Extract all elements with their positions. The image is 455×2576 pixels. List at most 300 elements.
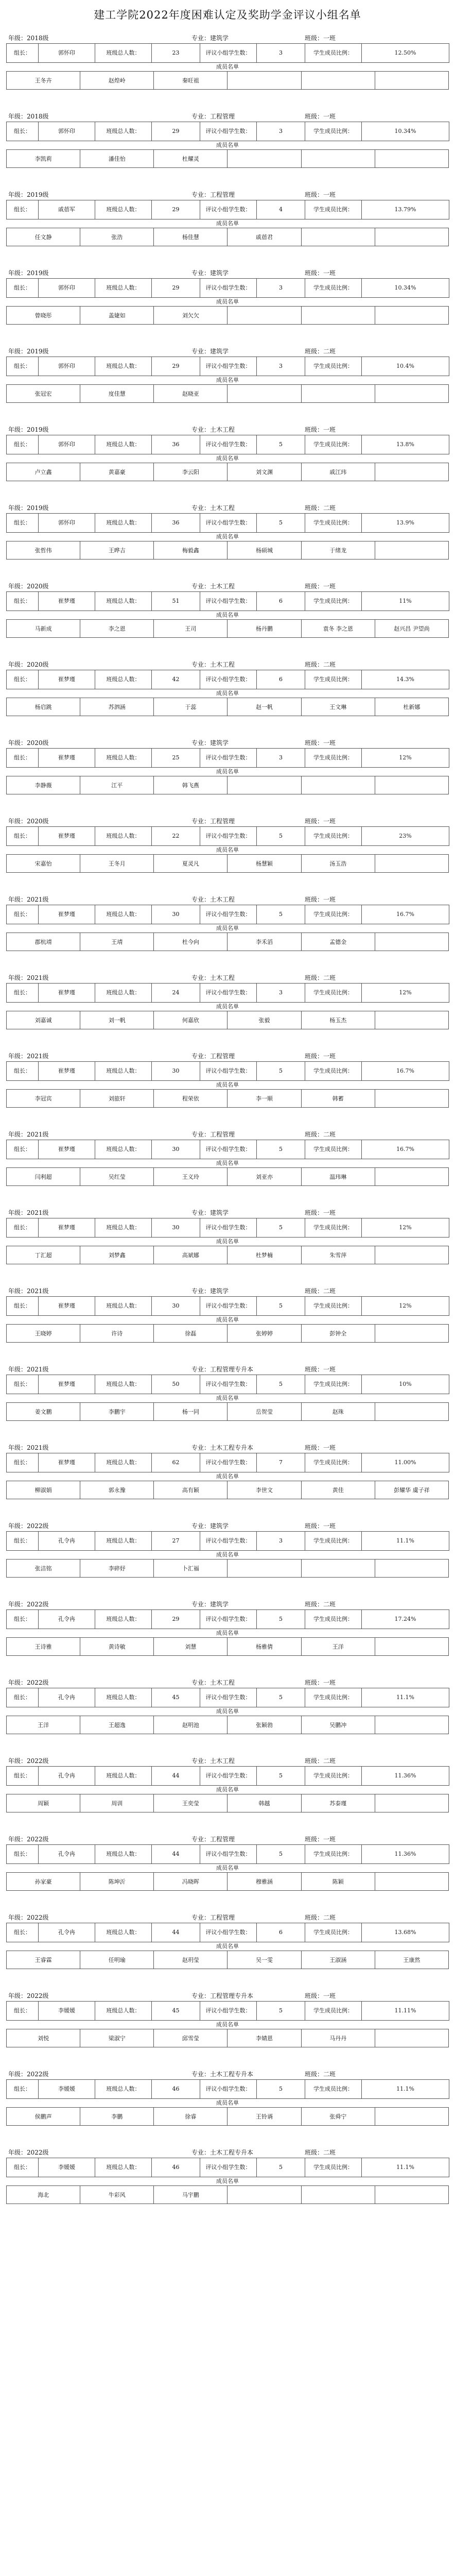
group-size-label: 评议小组学生数： [200,827,257,846]
grade-label: 年级： [8,191,27,198]
member-name: 张毅 [227,1011,301,1029]
grade-value: 2020级 [27,739,49,747]
grade-label: 年级： [8,1601,27,1608]
members-row [7,776,449,794]
member-name [375,2029,448,2047]
leader-label: 组长： [7,1688,39,1707]
members-caption: 成员名单 [216,1630,239,1636]
major-label: 专业： [191,1053,211,1060]
members-row [7,463,449,481]
major-label: 专业： [191,348,211,355]
grade-label: 年级： [8,1679,27,1686]
group-size-value: 4 [257,200,305,219]
block-header [6,1909,449,1923]
member-name: 李凯莉 [7,150,80,168]
member-name [301,1560,375,1578]
class-size-label: 班级总人数： [95,592,152,611]
members-table [6,1951,449,1969]
class-value: 二班 [323,1757,336,1765]
ratio-label: 学生成员比例： [305,592,362,611]
class-label: 班级： [305,1444,324,1451]
member-name [375,463,448,481]
members-table [6,1324,449,1343]
class-label: 班级： [305,1679,324,1686]
members-caption: 成员名单 [216,612,239,618]
class-label: 班级： [305,1366,324,1373]
member-name: 韩飞燕 [154,776,227,794]
info-table [6,200,449,219]
grade-value: 2019级 [27,348,49,355]
ratio-label: 学生成员比例： [305,514,362,533]
member-name: 岳贺莹 [227,1403,301,1421]
member-name: 赵一帆 [227,698,301,716]
class-field [305,2070,336,2078]
leader-label: 组长： [7,122,39,141]
class-block [6,30,449,108]
class-field [305,817,336,825]
major-field [191,112,235,121]
ratio-label: 学生成员比例： [305,1845,362,1864]
grade-value: 2021级 [27,896,49,903]
group-size-value: 3 [257,984,305,1003]
member-name: 王诗雅 [7,1638,80,1656]
group-size-label: 评议小组学生数： [200,44,257,63]
group-size-value: 5 [257,1610,305,1629]
major-label: 专业： [191,1757,211,1765]
group-size-label: 评议小组学生数： [200,2158,257,2177]
class-block [6,108,449,187]
member-name [301,385,375,403]
member-name: 王晓婷 [7,1325,80,1343]
info-row [7,435,449,454]
group-size-label: 评议小组学生数： [200,1845,257,1864]
member-name [375,541,448,560]
members-table [6,1481,449,1499]
class-field [305,660,336,669]
group-size-value: 3 [257,44,305,63]
grade-field [8,1678,49,1687]
leader-label: 组长： [7,435,39,454]
info-row [7,1845,449,1864]
major-field [191,1286,229,1295]
class-size-label: 班级总人数： [95,1375,152,1394]
class-size-label: 班级总人数： [95,749,152,768]
group-size-value: 3 [257,279,305,298]
info-row [7,44,449,63]
group-size-label: 评议小组学生数： [200,1688,257,1707]
class-size-value: 24 [152,984,200,1003]
class-size-label: 班级总人数： [95,1688,152,1707]
members-row [7,1090,449,1108]
major-field [191,1756,235,1765]
group-size-label: 评议小组学生数： [200,1532,257,1551]
info-row [7,1297,449,1316]
member-name: 周颖 [7,1794,80,1812]
leader-name: 孔令冉 [39,1532,95,1551]
grade-field [8,347,49,355]
leader-name: 孔令冉 [39,1610,95,1629]
leader-label: 组长： [7,1610,39,1629]
info-table [6,122,449,141]
member-name: 宋嘉怡 [7,855,80,873]
major-value: 土木工程专升本 [210,2149,254,2156]
leader-label: 组长： [7,2002,39,2021]
member-name: 李碎妤 [80,1560,154,1578]
class-value: 二班 [323,348,336,355]
ratio-value: 12.50% [362,44,449,63]
major-field [191,1600,229,1608]
class-size-label: 班级总人数： [95,44,152,63]
leader-label: 组长： [7,1375,39,1394]
group-size-value: 6 [257,592,305,611]
class-size-label: 班级总人数： [95,1845,152,1864]
class-size-value: 29 [152,1610,200,1629]
class-label: 班级： [305,35,324,42]
member-name [375,1168,448,1186]
major-label: 专业： [191,974,211,981]
member-name [301,307,375,325]
member-name: 李一顺 [227,1090,301,1108]
group-size-label: 评议小组学生数： [200,279,257,298]
grade-field [8,1443,49,1452]
class-value: 一班 [323,583,336,590]
grade-value: 2021级 [27,1366,49,1373]
major-value: 土木工程 [210,426,235,433]
class-value: 一班 [323,1053,336,1060]
class-size-value: 30 [152,1218,200,1238]
class-block [6,1831,449,1909]
info-row [7,1610,449,1629]
member-name: 穆雅涵 [227,1873,301,1891]
major-field [191,895,235,904]
class-size-value: 36 [152,435,200,454]
member-name: 李静薇 [7,776,80,794]
info-table [6,983,449,1003]
info-table [6,43,449,63]
grade-label: 年级： [8,348,27,355]
ratio-value: 16.7% [362,1062,449,1081]
class-field [305,503,336,512]
info-row [7,200,449,219]
member-name: 王义玲 [154,1168,227,1186]
class-block [6,1596,449,1674]
block-header [6,578,449,591]
ratio-label: 学生成员比例： [305,44,362,63]
leader-name: 郭怀印 [39,122,95,141]
member-name [375,150,448,168]
info-row [7,827,449,846]
member-name: 苏泰瑾 [301,1794,375,1812]
members-row [7,1011,449,1029]
class-size-label: 班级总人数： [95,1923,152,1942]
member-name: 杜耀灵 [154,150,227,168]
leader-label: 组长： [7,905,39,924]
class-field [305,1600,336,1608]
members-row [7,1246,449,1264]
class-size-value: 29 [152,279,200,298]
major-label: 专业： [191,269,211,277]
block-header [6,2066,449,2079]
leader-label: 组长： [7,1767,39,1786]
member-name: 何嘉欣 [154,1011,227,1029]
member-name [301,2186,375,2204]
major-label: 专业： [191,583,211,590]
ratio-label: 学生成员比例： [305,1610,362,1629]
leader-label: 组长： [7,827,39,846]
member-name: 闫利超 [7,1168,80,1186]
grade-label: 年级： [8,583,27,590]
members-row [7,228,449,246]
ratio-label: 学生成员比例： [305,1375,362,1394]
class-size-label: 班级总人数： [95,2002,152,2021]
group-size-value: 5 [257,1767,305,1786]
class-block [6,1361,449,1439]
class-block [6,970,449,1048]
ratio-label: 学生成员比例： [305,1688,362,1707]
group-size-value: 3 [257,122,305,141]
members-caption: 成员名单 [216,2021,239,2028]
class-label: 班级： [305,896,324,903]
info-row [7,984,449,1003]
member-name: 刘亚亦 [227,1168,301,1186]
class-value: 二班 [323,1601,336,1608]
ratio-label: 学生成员比例： [305,1140,362,1159]
class-block [6,500,449,578]
members-caption: 成员名单 [216,533,239,540]
class-block [6,1126,449,1205]
grade-label: 年级： [8,1522,27,1530]
member-name [375,1716,448,1734]
class-label: 班级： [305,1209,324,1216]
leader-name: 李媛媛 [39,2158,95,2177]
major-field [191,1991,253,2000]
member-name [375,1873,448,1891]
major-value: 工程管理专升本 [210,1366,254,1373]
group-size-label: 评议小组学生数： [200,1923,257,1942]
members-table [6,1559,449,1578]
major-field [191,33,229,42]
class-block [6,1518,449,1596]
members-row [7,855,449,873]
member-name: 高斌娜 [154,1246,227,1264]
major-value: 土木工程 [210,896,235,903]
group-size-label: 评议小组学生数： [200,670,257,689]
grade-label: 年级： [8,1914,27,1921]
major-label: 专业： [191,35,211,42]
grade-field [8,33,49,42]
ratio-label: 学生成员比例： [305,1218,362,1238]
member-name [375,855,448,873]
info-row [7,905,449,924]
grade-field [8,738,49,747]
major-value: 土木工程专升本 [210,2071,254,2078]
members-row [7,1325,449,1343]
major-label: 专业： [191,2071,211,2078]
block-header [6,1753,449,1766]
grade-value: 2022级 [27,2149,49,2156]
members-caption: 成员名单 [216,1238,239,1245]
member-name: 朱雪萍 [301,1246,375,1264]
member-name [375,2186,448,2204]
member-name: 赵煌岭 [80,72,154,90]
grade-label: 年级： [8,1366,27,1373]
class-label: 班级： [305,1522,324,1530]
class-size-label: 班级总人数： [95,1453,152,1472]
info-row [7,1062,449,1081]
group-size-value: 3 [257,749,305,768]
document-title: 建工学院2022年度困难认定及奖助学金评议小组名单 [94,9,361,21]
block-header [6,970,449,983]
class-label: 班级： [305,348,324,355]
member-name: 侯鹏声 [7,2108,80,2126]
class-value: 一班 [323,1836,336,1843]
major-value: 工程管理 [210,113,235,120]
info-row [7,592,449,611]
leader-name: 孔令冉 [39,1767,95,1786]
leader-name: 孔令冉 [39,1845,95,1864]
members-row [7,385,449,403]
members-row [7,2108,449,2126]
ratio-label: 学生成员比例： [305,2080,362,2099]
members-caption: 成员名单 [216,925,239,931]
info-table [6,1766,449,1786]
members-caption: 成员名单 [216,63,239,70]
members-row [7,1168,449,1186]
grade-value: 2021级 [27,1053,49,1060]
ratio-value: 11.36% [362,1767,449,1786]
class-block [6,813,449,891]
member-name [375,1011,448,1029]
major-value: 建筑学 [210,35,229,42]
class-value: 二班 [323,661,336,668]
grade-value: 2018级 [27,35,49,42]
class-value: 二班 [323,1914,336,1921]
class-size-value: 44 [152,1923,200,1942]
member-name [375,2108,448,2126]
major-label: 专业： [191,1522,211,1530]
member-name: 于绪龙 [301,541,375,560]
member-name: 杨雅倩 [227,1638,301,1656]
class-field [305,1678,336,1687]
grade-value: 2021级 [27,1444,49,1451]
members-table [6,1011,449,1029]
member-name: 陈坤沂 [80,1873,154,1891]
grade-value: 2020级 [27,661,49,668]
group-size-label: 评议小组学生数： [200,357,257,376]
class-size-value: 25 [152,749,200,768]
member-name: 赵兴昌 尹望尚 [375,620,448,638]
block-header [6,265,449,278]
members-table [6,776,449,794]
major-field [191,2070,253,2078]
members-caption: 成员名单 [216,455,239,462]
members-row [7,1794,449,1812]
info-row [7,514,449,533]
leader-label: 组长： [7,44,39,63]
member-name: 秦旺祖 [154,72,227,90]
class-field [305,347,336,355]
leader-label: 组长： [7,1532,39,1551]
info-row [7,1767,449,1786]
group-size-value: 3 [257,1532,305,1551]
major-label: 专业： [191,1131,211,1138]
class-block [6,1048,449,1126]
class-size-label: 班级总人数： [95,200,152,219]
major-field [191,973,235,982]
class-field [305,425,336,434]
member-name: 汤玉浩 [301,855,375,873]
member-name: 郭永豫 [80,1481,154,1499]
class-field [305,1756,336,1765]
ratio-value: 11.1% [362,2158,449,2177]
group-size-value: 5 [257,514,305,533]
class-block [6,578,449,656]
group-size-label: 评议小组学生数： [200,2002,257,2021]
leader-name: 崔梦瑾 [39,1375,95,1394]
member-name: 孙家豪 [7,1873,80,1891]
group-size-label: 评议小组学生数： [200,1062,257,1081]
class-label: 班级： [305,426,324,433]
leader-label: 组长： [7,1453,39,1472]
info-table [6,1296,449,1316]
members-table [6,933,449,951]
group-size-label: 评议小组学生数： [200,2080,257,2099]
leader-name: 崔梦瑾 [39,1062,95,1081]
member-name: 杨启跳 [7,698,80,716]
member-name: 张冠宏 [7,385,80,403]
grade-field [8,1600,49,1608]
ratio-label: 学生成员比例： [305,122,362,141]
class-size-label: 班级总人数： [95,1532,152,1551]
members-caption: 成员名单 [216,768,239,775]
block-header [6,891,449,905]
major-label: 专业： [191,426,211,433]
info-row [7,1453,449,1472]
class-value: 一班 [323,818,336,825]
class-field [305,973,336,982]
member-name [375,1638,448,1656]
members-table [6,2185,449,2204]
group-size-value: 5 [257,2080,305,2099]
class-size-label: 班级总人数： [95,279,152,298]
block-header [6,735,449,748]
group-size-value: 6 [257,1923,305,1942]
ratio-value: 11.11% [362,2002,449,2021]
member-name: 牛彩风 [80,2186,154,2204]
members-row [7,541,449,560]
class-size-value: 36 [152,514,200,533]
major-field [191,1443,253,1452]
member-name: 杨丹鹏 [227,620,301,638]
grade-field [8,895,49,904]
class-size-value: 51 [152,592,200,611]
leader-name: 崔梦瑾 [39,670,95,689]
group-size-label: 评议小组学生数： [200,1453,257,1472]
class-field [305,1835,336,1843]
class-value: 一班 [323,191,336,198]
ratio-label: 学生成员比例： [305,1923,362,1942]
grade-label: 年级： [8,35,27,42]
grade-label: 年级： [8,1992,27,1999]
leader-label: 组长： [7,357,39,376]
members-table [6,149,449,168]
major-value: 工程管理专升本 [210,1992,254,1999]
info-row [7,1532,449,1551]
class-size-label: 班级总人数： [95,1610,152,1629]
major-value: 建筑学 [210,1522,229,1530]
ratio-value: 10% [362,1375,449,1394]
major-value: 土木工程 [210,1757,235,1765]
